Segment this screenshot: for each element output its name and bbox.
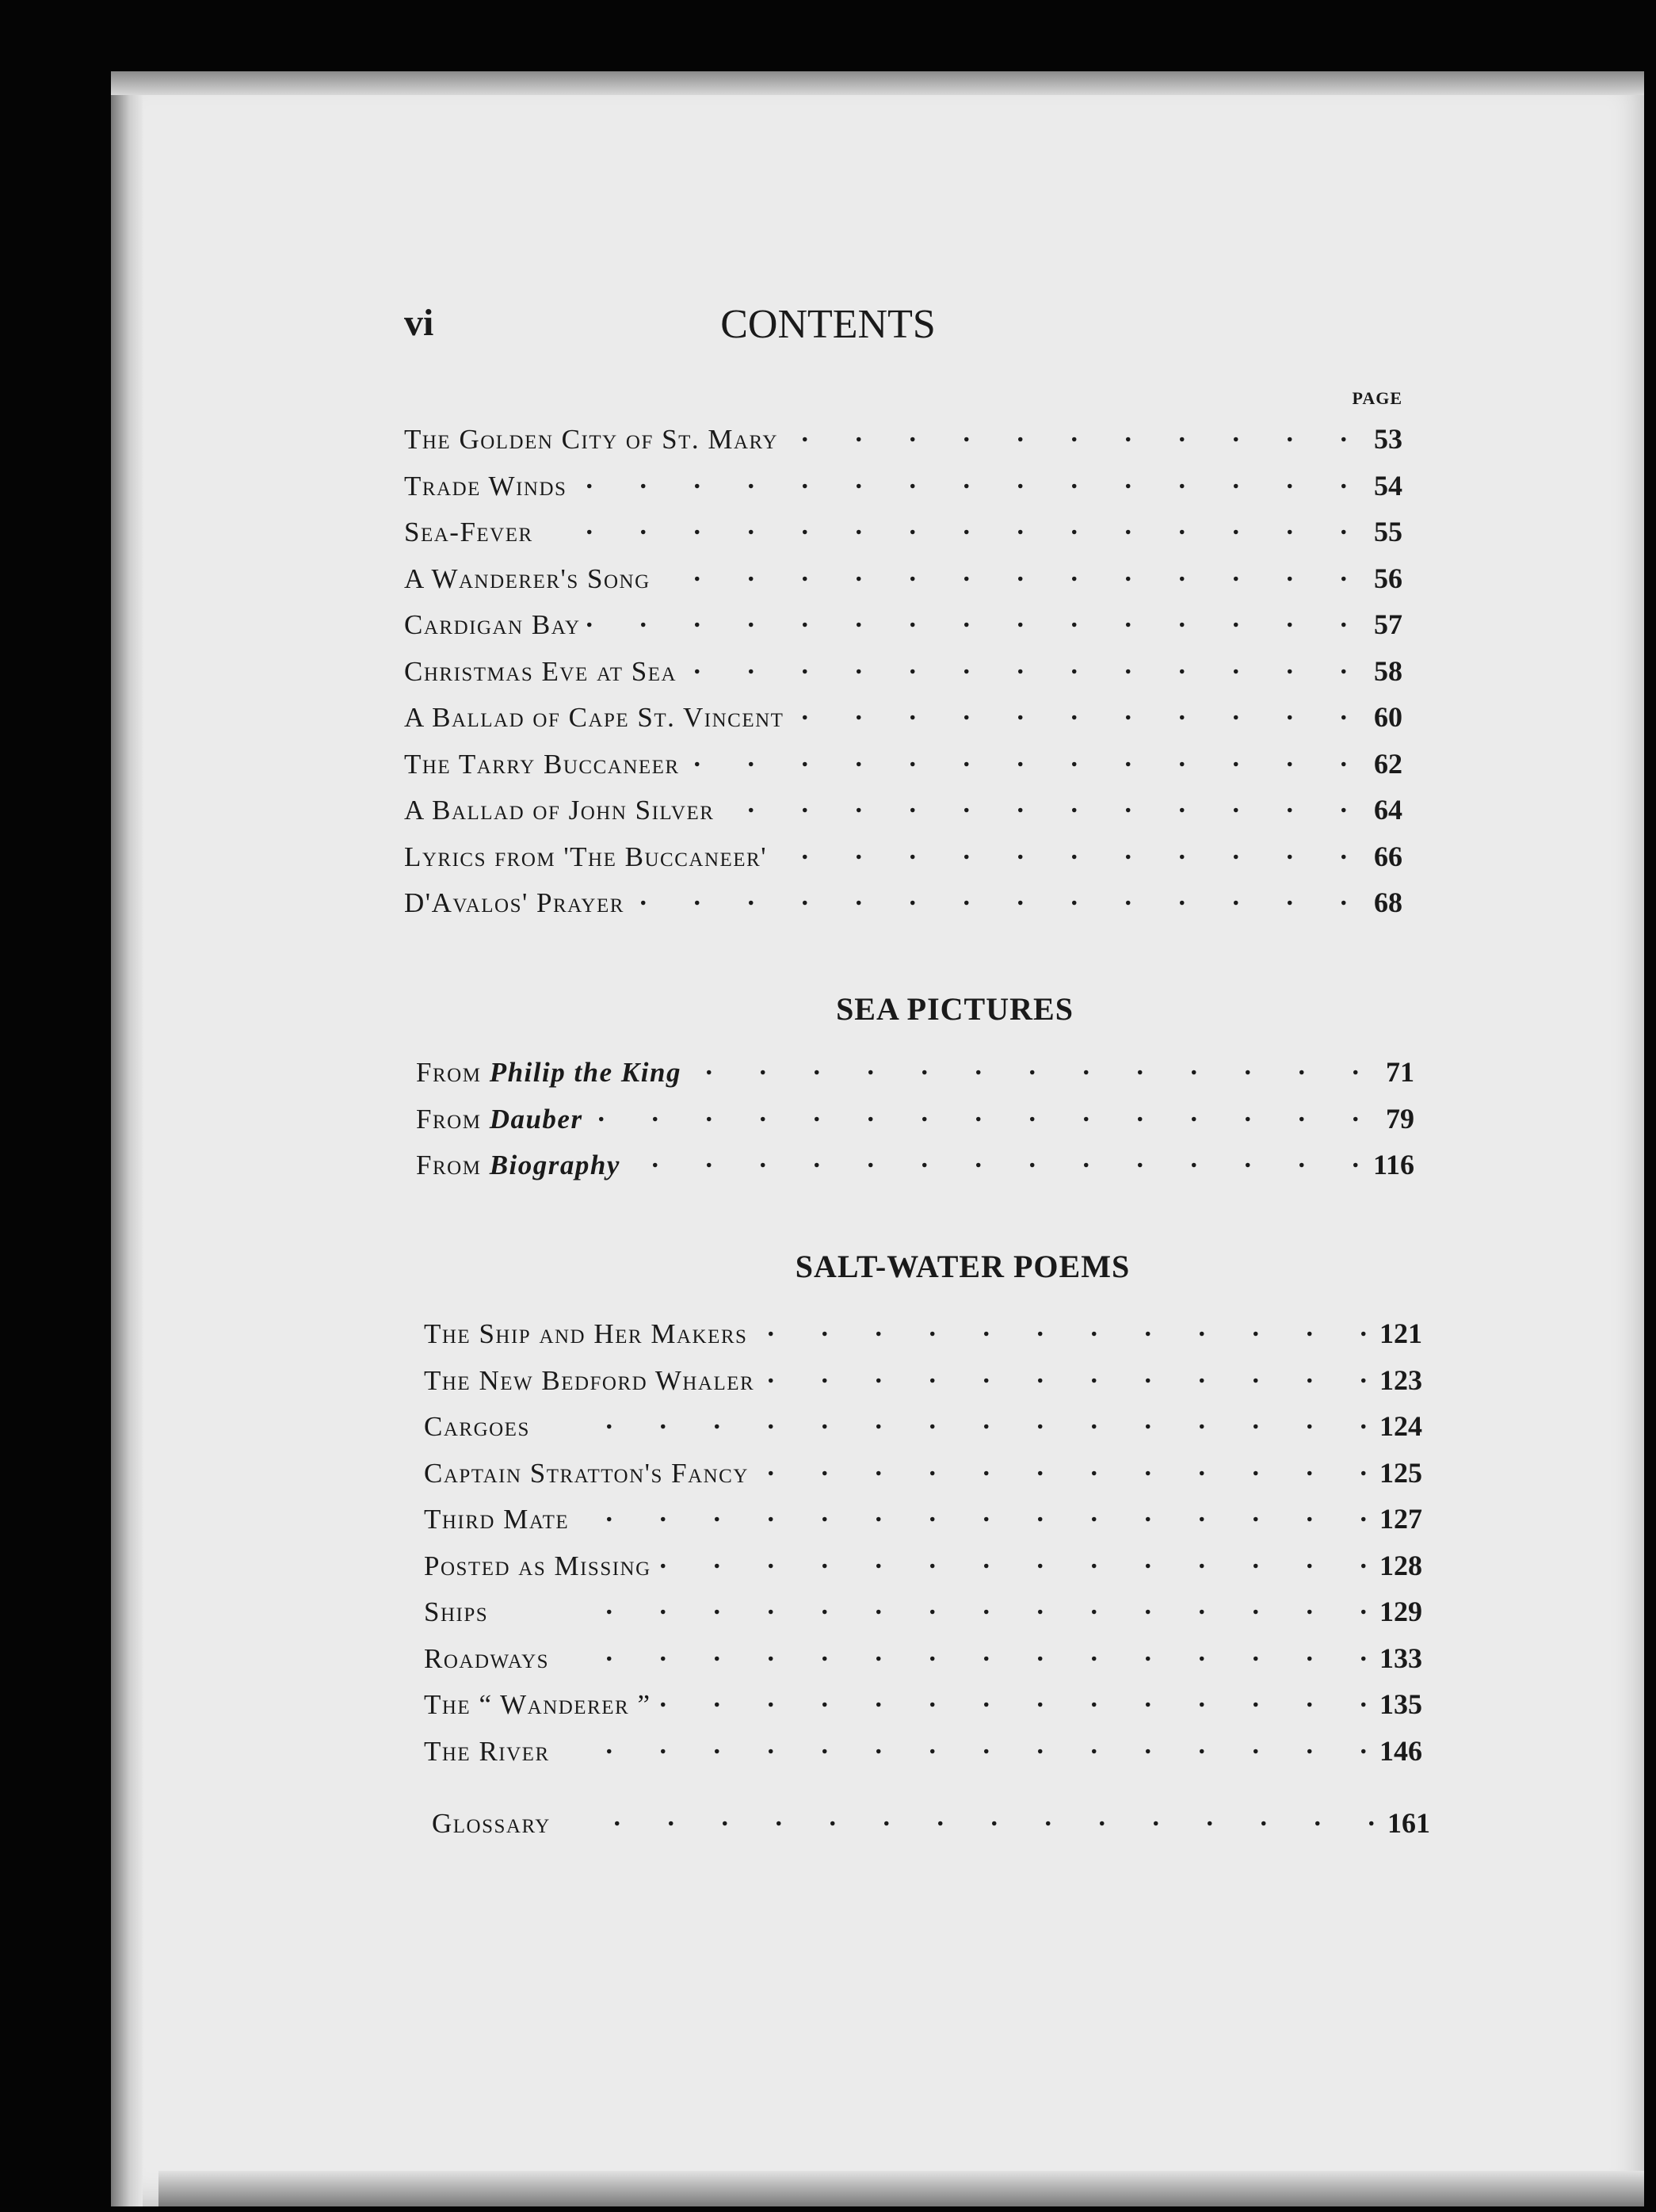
toc-entry-title: The Golden City of St. Mary [404,424,778,455]
toc-entry-title: The Ship and Her Makers [424,1318,748,1349]
dot-leader [627,1144,1359,1174]
page-top-edge [111,71,1644,95]
toc-entry-page: 54 [1374,469,1402,502]
toc-entry-page: 79 [1386,1102,1414,1135]
dot-leader [658,1545,1367,1575]
toc-entry[interactable] [424,1591,1422,1638]
toc-entry[interactable] [424,1360,1422,1406]
toc-entry-title: The “ Wanderer ” [424,1689,651,1720]
toc-entry-page: 123 [1379,1363,1422,1396]
toc-entry-page: 71 [1386,1056,1414,1088]
toc-entry-title: Posted as Missing [424,1550,651,1581]
toc-entry[interactable] [404,511,1402,558]
section-salt-water-poems [424,1248,1422,1776]
toc-entry-page: 128 [1379,1549,1422,1581]
toc-entry[interactable] [404,882,1402,929]
toc-entry-page: 116 [1372,1149,1414,1180]
toc-entry-title [416,1104,590,1135]
dot-leader [587,604,1347,634]
toc-entry-page: 56 [1374,562,1402,594]
dot-leader [720,789,1347,819]
toc-entry[interactable] [404,836,1402,883]
toc-entry-title: D'Avalos' Prayer [404,887,624,918]
dot-leader [494,1591,1367,1621]
dot-leader [784,418,1347,448]
toc-entry-title: Lyrics from 'The Buccaneer' [404,841,768,872]
dot-leader [790,696,1347,727]
dot-leader [631,882,1347,912]
toc-entry[interactable] [404,558,1402,604]
toc-entry-page: 58 [1374,654,1402,687]
dot-leader [540,511,1347,541]
dot-leader [536,1405,1367,1436]
toc-entry-page: 121 [1379,1318,1422,1349]
toc-entry-page: 62 [1374,747,1402,780]
toc-entry[interactable] [424,1498,1422,1545]
entry-prefix: From [416,1150,482,1180]
toc-entry[interactable] [416,1051,1414,1098]
toc-entry[interactable] [416,1144,1414,1191]
section-heading: SEA PICTURES [836,991,1074,1027]
toc-entry-title: The New Bedford Whaler [424,1364,755,1396]
dot-leader [590,1098,1359,1128]
toc-entry[interactable] [424,1545,1422,1592]
toc-entry-glossary[interactable] [432,1802,1430,1849]
toc-entry-title: A Wanderer's Song [404,563,651,594]
toc-entry-title: Sea-Fever [404,517,533,547]
dot-leader [754,1313,1367,1343]
dot-leader [575,1498,1367,1528]
page-spine-edge [111,71,143,2206]
toc-entry-page: 125 [1379,1456,1422,1489]
toc-entry-title: Glossary [432,1808,551,1839]
toc-entry-page: 135 [1379,1688,1422,1720]
section-heading: SALT-WATER POEMS [795,1249,1131,1284]
toc-entry[interactable] [424,1638,1422,1684]
toc-entry-title: A Ballad of John Silver [404,795,715,826]
toc-entry-title: Christmas Eve at Sea [404,655,677,687]
toc-entry-page: 129 [1379,1596,1422,1627]
toc-entry[interactable] [404,418,1402,465]
toc-entry[interactable] [404,743,1402,790]
toc-entry-page: 64 [1374,794,1402,826]
dot-leader [686,743,1347,773]
toc-entry[interactable] [424,1452,1422,1499]
toc-entry[interactable] [404,604,1402,650]
dot-leader [773,836,1347,866]
page-bottom-edge [158,2171,1644,2206]
toc-entry[interactable] [424,1313,1422,1360]
dot-leader [657,1684,1367,1714]
toc-entry[interactable] [424,1730,1422,1777]
toc-entry[interactable] [416,1098,1414,1145]
toc-entry-title: The River [424,1735,550,1767]
page-title: CONTENTS [720,302,936,347]
dot-leader [555,1638,1367,1668]
toc-entry-title [416,1150,627,1181]
section-sea-pictures [416,990,1414,1191]
toc-entry[interactable] [424,1684,1422,1730]
toc-entry-title: Third Mate [424,1504,570,1535]
toc-entry-title: Ships [424,1596,489,1627]
toc-entry-page: 68 [1374,887,1402,918]
toc-entry-title: The Tarry Buccaneer [404,748,680,780]
contents-list-top [404,418,1402,929]
dot-leader [657,558,1347,588]
entry-prefix: From [416,1103,482,1135]
toc-entry-title: Trade Winds [404,470,567,502]
entry-prefix: From [416,1057,482,1088]
toc-entry-page: 133 [1379,1642,1422,1674]
toc-entry-page: 66 [1374,840,1402,872]
entry-work-title: Philip the King [489,1057,681,1088]
toc-entry-title: Cargoes [424,1411,530,1442]
entry-work-title: Dauber [489,1103,583,1135]
toc-entry-page: 55 [1374,516,1402,547]
dot-leader [573,465,1347,495]
toc-entry-page: 53 [1374,423,1402,455]
toc-entry-title: Cardigan Bay [404,609,581,640]
entry-work-title: Biography [489,1150,620,1180]
toc-entry[interactable] [404,650,1402,697]
dot-leader [683,650,1347,681]
toc-entry-title: A Ballad of Cape St. Vincent [404,702,784,733]
toc-entry-page: 60 [1374,701,1402,733]
toc-entry[interactable] [404,465,1402,512]
toc-entry[interactable] [404,696,1402,743]
page-folio: vi [404,302,434,344]
toc-entry-page: 146 [1379,1734,1422,1767]
dot-leader [761,1360,1367,1390]
toc-entry-title: Roadways [424,1642,550,1674]
toc-entry-title: Captain Stratton's Fancy [424,1457,749,1489]
section-glossary [432,1802,1430,1849]
dot-leader [556,1730,1367,1760]
toc-entry[interactable] [404,789,1402,836]
toc-entry-page: 161 [1387,1807,1430,1839]
dot-leader [557,1802,1375,1833]
toc-entry-page: 124 [1379,1410,1422,1442]
toc-entry-page: 127 [1379,1503,1422,1535]
toc-entry-title [416,1057,688,1089]
dot-leader [688,1051,1359,1081]
toc-entry-page: 57 [1374,608,1402,640]
dot-leader [755,1452,1367,1482]
page-column-label: PAGE [1352,388,1402,408]
toc-entry[interactable] [424,1405,1422,1452]
